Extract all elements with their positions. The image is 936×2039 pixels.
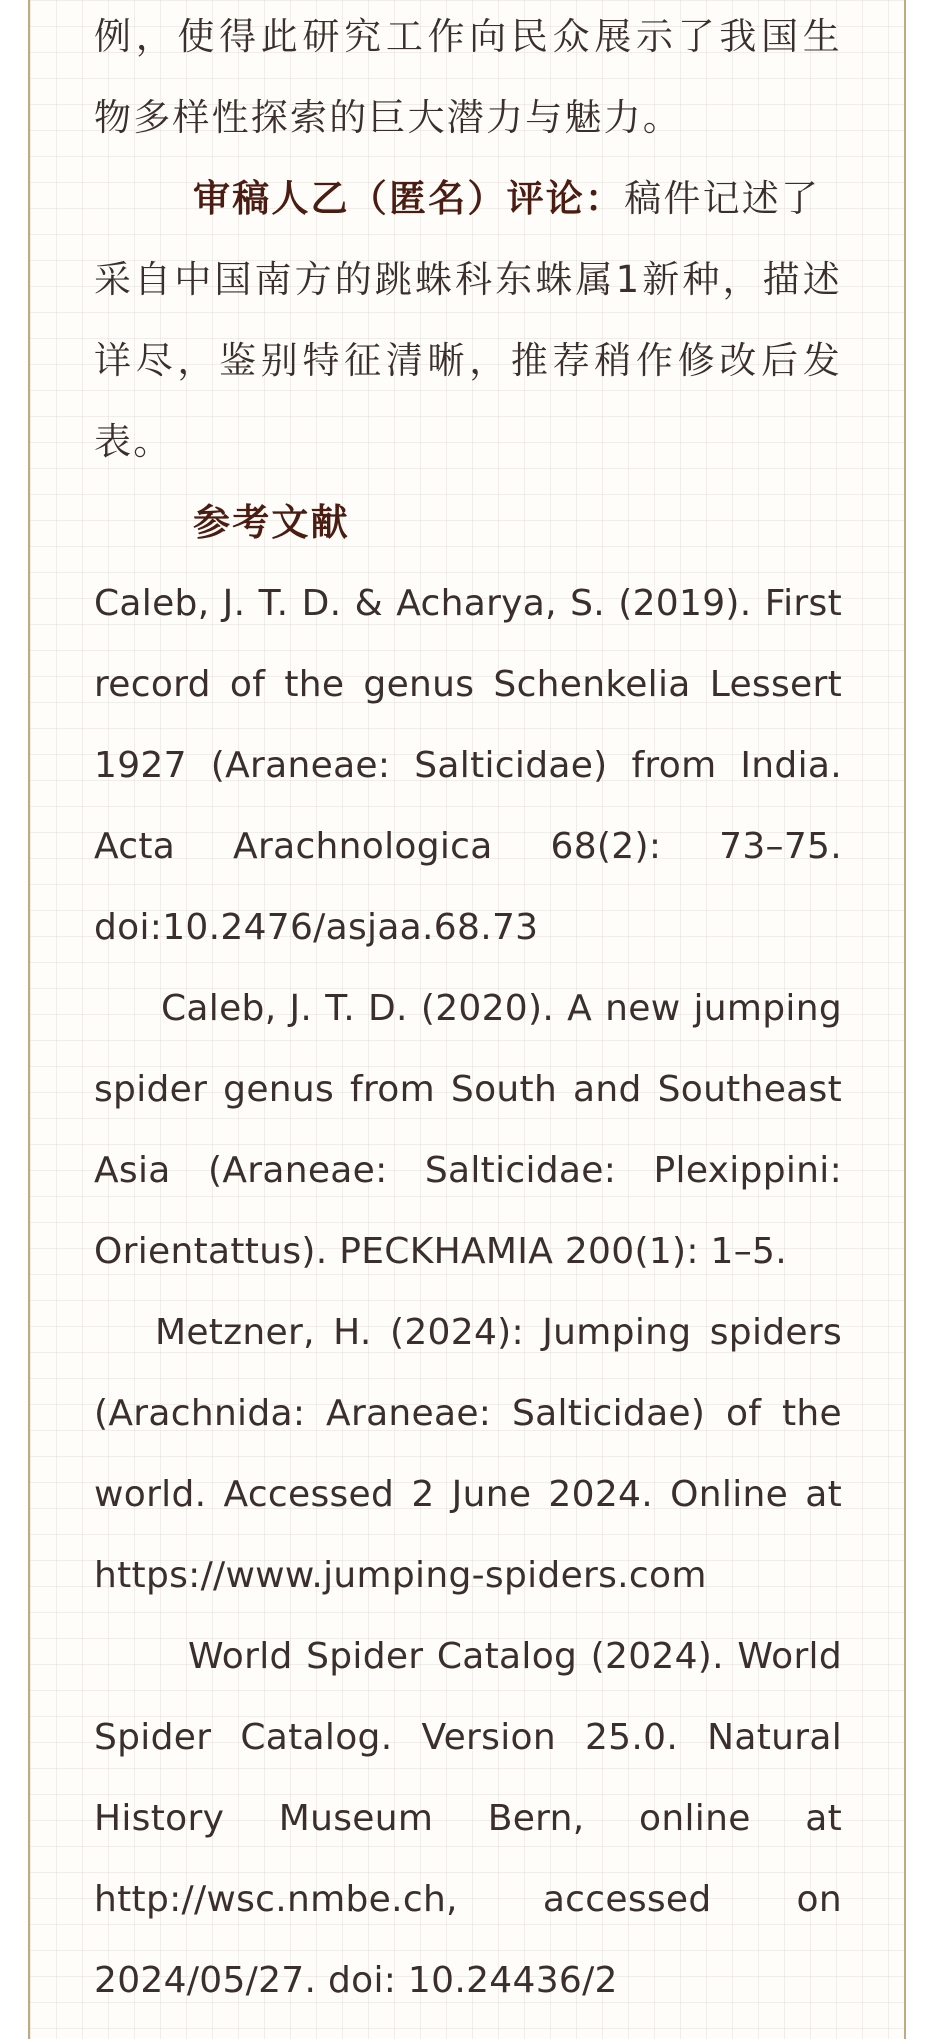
reviewer-comment-text: 稿件记述了 [624, 177, 821, 220]
reference-line: spider genus from South and Southeast [94, 1069, 842, 1110]
reference-line: Orientattus). PECKHAMIA 200(1): 1–5. [94, 1231, 787, 1272]
reference-line: Spider Catalog. Version 25.0. Natural [94, 1717, 842, 1758]
body-text-line: 物多样性探索的巨大潜力与魅力。 [94, 96, 682, 139]
reference-line: World Spider Catalog (2024). World [188, 1636, 842, 1677]
reference-line: History Museum Bern, online at [94, 1798, 842, 1839]
reference-line: https://www.jumping-spiders.com [94, 1555, 707, 1596]
reference-line: Acta Arachnologica 68(2): 73–75. [94, 826, 842, 867]
reference-line: Asia (Araneae: Salticidae: Plexippini: [94, 1150, 842, 1191]
reference-line: 2024/05/27. doi: 10.24436/2 [94, 1960, 618, 2001]
references-heading-text: 参考文献 [193, 501, 350, 544]
reviewer-comment-line: 采自中国南方的跳蛛科东蛛属1新种，描述 [94, 258, 842, 301]
references-heading [94, 482, 842, 563]
reference-line: (Arachnida: Araneae: Salticidae) of the [94, 1393, 842, 1434]
reference-line: world. Accessed 2 June 2024. Online at [94, 1474, 842, 1515]
reviewer-comment-line: 详尽，鉴别特征清晰，推荐稍作修改后发 [94, 339, 842, 382]
reference-line: Metzner, H. (2024): Jumping spiders [155, 1312, 842, 1353]
reference-line: 1927 (Araneae: Salticidae) from India. [94, 745, 842, 786]
reviewer-comment-line [94, 158, 842, 239]
article-content [94, 0, 842, 2021]
reference-line: doi:10.2476/asjaa.68.73 [94, 907, 539, 948]
reviewer-label: 审稿人乙（匿名）评论： [193, 177, 625, 220]
body-text-line: 例，使得此研究工作向民众展示了我国生 [94, 15, 842, 58]
reference-line: record of the genus Schenkelia Lessert [94, 664, 842, 705]
reference-line: Caleb, J. T. D. & Acharya, S. (2019). First [94, 583, 842, 624]
reference-line: http://wsc.nmbe.ch, accessed on [94, 1879, 842, 1920]
reference-line: Caleb, J. T. D. (2020). A new jumping [161, 988, 842, 1029]
reviewer-comment-line: 表。 [94, 420, 173, 463]
